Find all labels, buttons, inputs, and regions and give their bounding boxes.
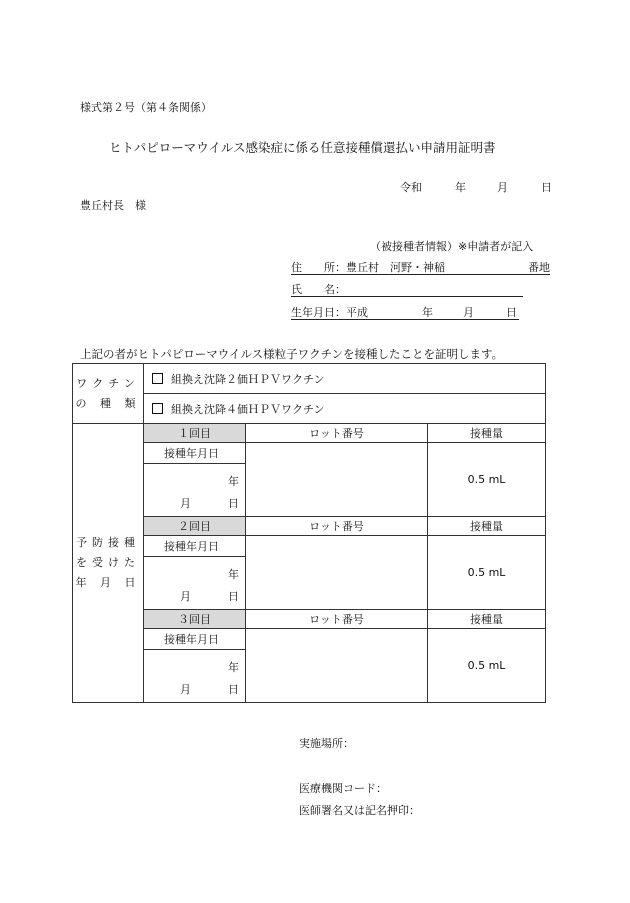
dose-month: 月 <box>180 590 191 603</box>
dose-year: 年 <box>228 661 239 674</box>
issue-date-line <box>400 179 560 193</box>
name-row <box>291 281 523 297</box>
vaccine-option-label: 組換え沈降４価ＨＰＶワクチン <box>171 402 325 416</box>
birthdate-era: 平成 <box>346 306 368 319</box>
vaccine-type-label-line: ワクチン <box>76 376 140 390</box>
dose-day: 日 <box>228 497 239 510</box>
vaccination-table <box>72 363 546 703</box>
dose-date-field[interactable] <box>144 464 246 517</box>
dose-day: 日 <box>228 590 239 603</box>
birthdate-year: 年 <box>422 306 433 319</box>
address-suffix: 番地 <box>528 261 550 274</box>
birthdate-row <box>291 304 519 320</box>
dose-round-header: ３回目 <box>144 610 246 629</box>
lot-number-field[interactable] <box>246 629 428 703</box>
location-label: 実施場所： <box>299 737 354 750</box>
addressee: 豊丘村長 様 <box>80 199 146 212</box>
dose-month: 月 <box>180 497 191 510</box>
vaccination-date-label-line: 年 月 日 <box>75 576 141 589</box>
dose-date-field[interactable] <box>144 650 246 703</box>
checkbox-icon[interactable] <box>152 373 163 384</box>
dose-amount: 0.5 mL <box>428 536 546 610</box>
lot-number-field[interactable] <box>246 536 428 610</box>
vaccination-date-label-line: を受けた <box>76 556 140 569</box>
date-era: 令和 <box>400 181 422 194</box>
amount-header: 接種量 <box>428 517 546 536</box>
dose-round-header: １回目 <box>144 424 246 443</box>
lot-number-header: ロット番号 <box>246 424 428 443</box>
date-month: 月 <box>497 181 508 194</box>
address-label: 住 所： <box>291 261 346 274</box>
doctor-signature-label: 医師署名又は記名押印： <box>299 804 420 817</box>
lot-number-header: ロット番号 <box>246 610 428 629</box>
vaccination-date-label-line: 予防接種 <box>76 536 140 549</box>
dose-date-label: 接種年月日 <box>144 629 246 650</box>
vaccine-type-label <box>73 364 144 424</box>
date-day: 日 <box>541 181 552 194</box>
dose-amount: 0.5 mL <box>428 443 546 517</box>
certification-statement: 上記の者がヒトパピローマウイルス様粒子ワクチンを接種したことを証明します。 <box>80 347 504 361</box>
recipient-info-heading: （被接種者情報）※申請者が記入 <box>370 240 534 253</box>
lot-number-header: ロット番号 <box>246 517 428 536</box>
dose-round-header: ２回目 <box>144 517 246 536</box>
dose-date-label: 接種年月日 <box>144 536 246 557</box>
dose-amount: 0.5 mL <box>428 629 546 703</box>
dose-day: 日 <box>228 683 239 696</box>
checkbox-icon[interactable] <box>152 403 163 414</box>
dose-month: 月 <box>180 683 191 696</box>
vaccination-date-label <box>73 424 144 703</box>
vaccine-option-2valent[interactable] <box>144 364 546 394</box>
facility-code-label: 医療機関コード： <box>299 782 387 795</box>
address-row <box>291 259 550 275</box>
birthdate-label: 生年月日： <box>291 306 346 319</box>
date-year: 年 <box>455 181 466 194</box>
amount-header: 接種量 <box>428 424 546 443</box>
birthdate-day: 日 <box>506 306 517 319</box>
birthdate-month: 月 <box>463 306 474 319</box>
address-value: 豊丘村 河野・神稲 <box>346 261 445 274</box>
dose-date-field[interactable] <box>144 557 246 610</box>
dose-year: 年 <box>228 475 239 488</box>
lot-number-field[interactable] <box>246 443 428 517</box>
name-label: 氏 名： <box>291 283 346 296</box>
vaccine-option-label: 組換え沈降２価ＨＰＶワクチン <box>171 372 325 386</box>
document-title: ヒトパピローマウイルス感染症に係る任意接種償還払い申請用証明書 <box>109 140 496 155</box>
dose-date-label: 接種年月日 <box>144 443 246 464</box>
vaccine-type-label-line: の 種 類 <box>75 396 141 410</box>
dose-year: 年 <box>228 568 239 581</box>
form-number: 様式第２号（第４条関係） <box>80 101 212 114</box>
amount-header: 接種量 <box>428 610 546 629</box>
vaccine-option-4valent[interactable] <box>144 394 546 424</box>
